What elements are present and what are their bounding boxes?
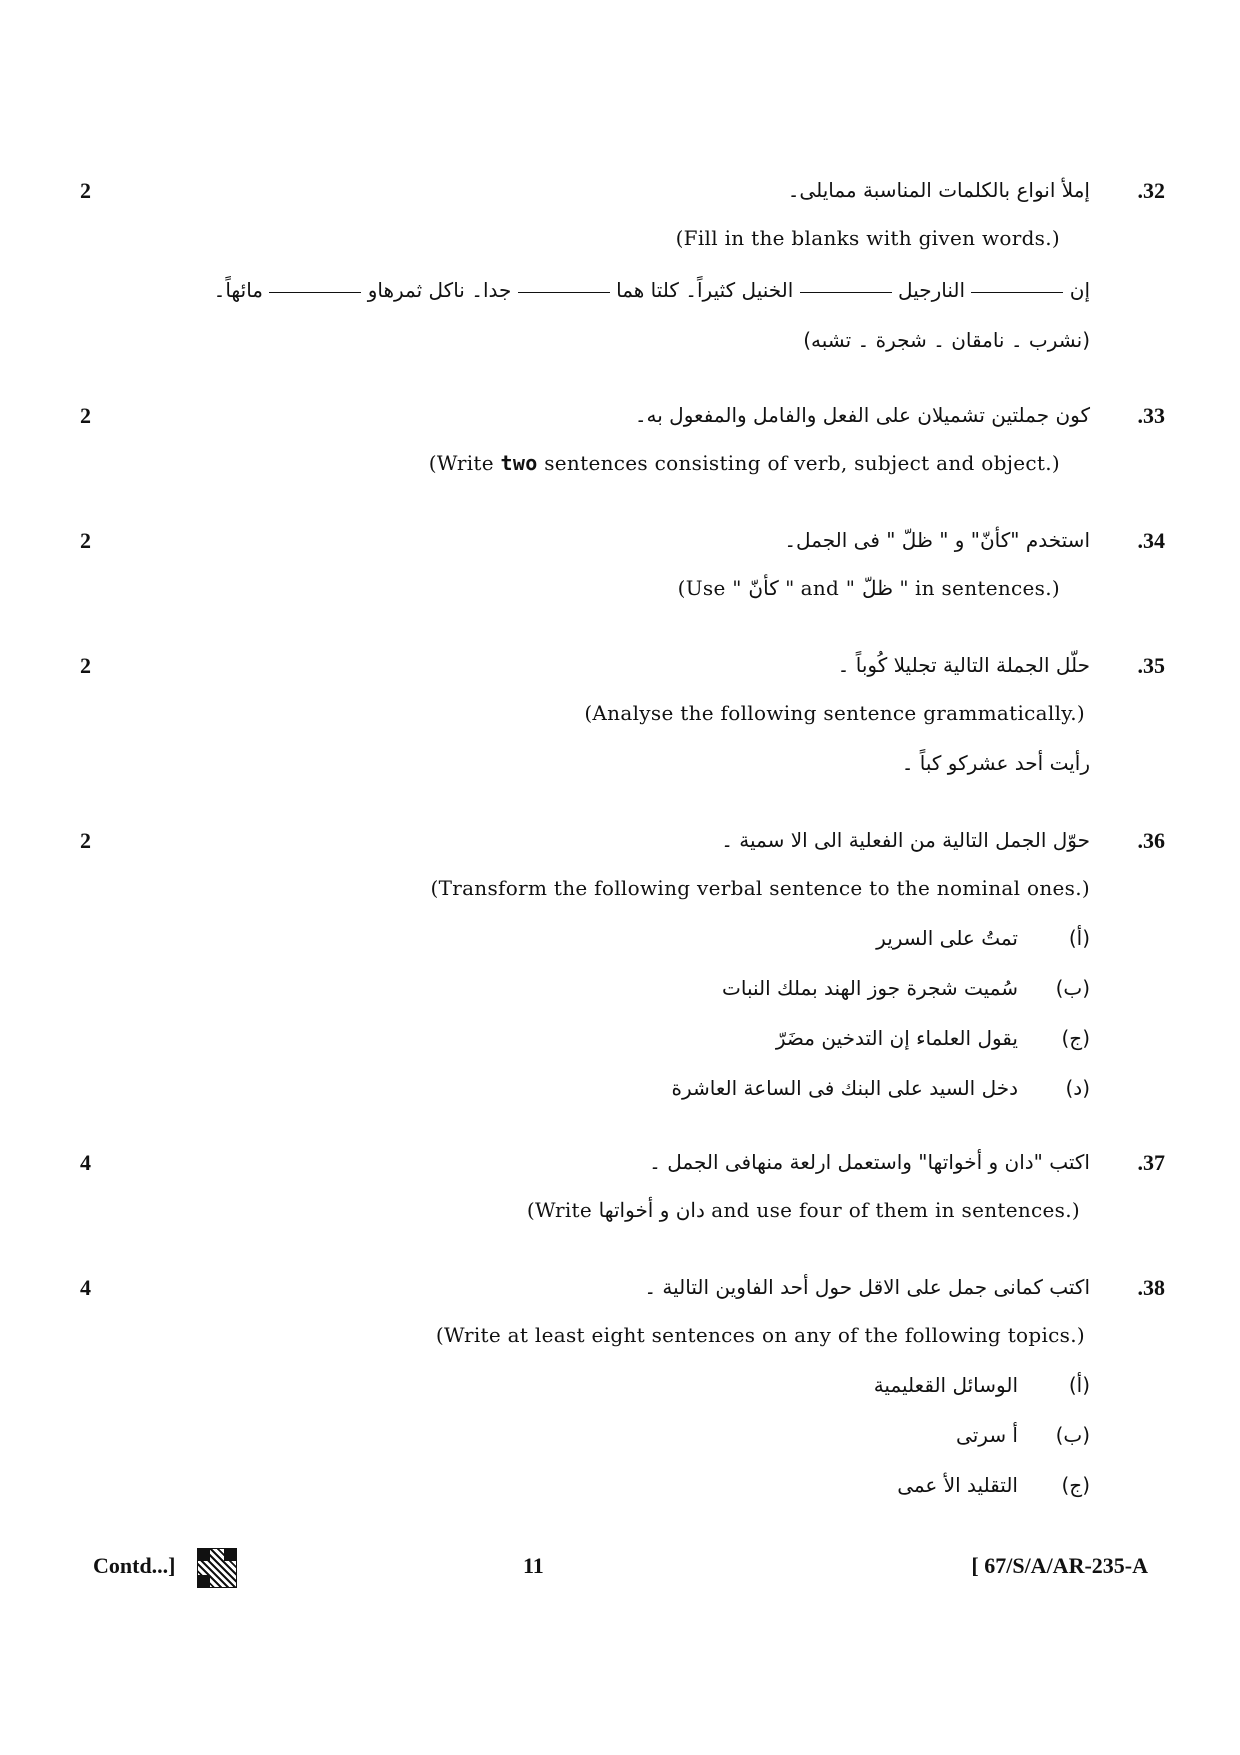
option-label: (ب) <box>1055 1423 1090 1447</box>
option-label: (أ) <box>1068 926 1090 950</box>
question-arabic-text: إملأ انواع بالكلمات المناسبة ممايلى۔ <box>787 178 1090 202</box>
question-number: .32 <box>1137 178 1165 203</box>
blank-line <box>269 291 361 293</box>
fill-in-blanks-line <box>214 278 1090 302</box>
option-text: التقليد الأ عمى <box>897 1473 1018 1497</box>
fill-part: الخنيل كثيراً۔ كلتا هما <box>616 278 794 302</box>
fill-part: مائهاً۔ <box>213 278 263 302</box>
question-marks: 2 <box>80 653 91 678</box>
question-arabic-text: حوّل الجمل التالية من الفعلية الى الا سمية ۔ <box>721 828 1090 852</box>
option-label: (ج) <box>1061 1473 1090 1497</box>
contd-label: Contd...] <box>93 1553 176 1578</box>
option-item <box>722 976 1090 1000</box>
qr-code-icon <box>197 1548 237 1588</box>
option-label: (ب) <box>1055 976 1090 1000</box>
option-item <box>956 1423 1090 1447</box>
fill-part: جدا۔ ناكل ثمرهاو <box>367 278 512 302</box>
question-marks: 4 <box>80 1275 91 1300</box>
option-text: الوسائل القعليمية <box>873 1373 1018 1397</box>
option-item <box>897 1473 1090 1497</box>
question-english-text: (Write at least eight sentences on any of the following topics.) <box>435 1323 1085 1347</box>
question-english-text: (Write دان و أخواتها and use four of them in sentences.) <box>526 1198 1080 1222</box>
question-english-text: (Use " كأنّ " and " ظلّ " in sentences.) <box>677 576 1060 600</box>
paper-code: [ 67/S/A/AR-235-A <box>971 1553 1148 1578</box>
blank-line <box>971 291 1063 293</box>
option-text: دخل السيد على البنك فى الساعة العاشرة <box>671 1076 1018 1100</box>
question-number: .37 <box>1137 1150 1165 1175</box>
page-number: 11 <box>523 1553 544 1578</box>
fill-part: إن <box>1069 278 1090 302</box>
question-arabic-text: حلّل الجملة التالية تجليلا كُوباً ۔ <box>837 653 1090 677</box>
english-text-part: (Write <box>428 451 501 475</box>
question-number: .35 <box>1137 653 1165 678</box>
question-english-text: (Transform the following verbal sentence to the nominal ones.) <box>430 876 1090 900</box>
question-number: .33 <box>1137 403 1165 428</box>
question-number: .36 <box>1137 828 1165 853</box>
fill-part: النارجيل <box>898 278 966 302</box>
word-choices: (نشرب ۔ نامقان ۔ شجرة ۔ تشبه) <box>803 328 1090 352</box>
question-marks: 2 <box>80 828 91 853</box>
question-marks: 2 <box>80 403 91 428</box>
option-text: أ سرتى <box>956 1423 1018 1447</box>
sentence-to-analyse: رأيت أحد عشركو كباً ۔ <box>901 751 1090 775</box>
option-label: (ج) <box>1061 1026 1090 1050</box>
option-item <box>876 926 1090 950</box>
question-marks: 4 <box>80 1150 91 1175</box>
question-english-text: (Fill in the blanks with given words.) <box>675 226 1060 250</box>
question-number: .38 <box>1137 1275 1165 1300</box>
question-arabic-text: اكتب "دان و أخواتها" واستعمل ارلعة منهافى الجمل ۔ <box>649 1150 1090 1174</box>
english-bold-word: two <box>500 451 538 475</box>
option-label: (د) <box>1065 1076 1090 1100</box>
option-text: يقول العلماء إن التدخين مضَرّ <box>775 1026 1018 1050</box>
question-number: .34 <box>1137 528 1165 553</box>
question-arabic-text: اكتب كمانى جمل على الاقل حول أحد الفاوين التالية ۔ <box>644 1275 1090 1299</box>
question-english-text: (Analyse the following sentence grammatically.) <box>584 701 1085 725</box>
option-label: (أ) <box>1068 1373 1090 1397</box>
question-arabic-text: استخدم "كأنّ" و " ظلّ " فى الجمل۔ <box>784 528 1090 552</box>
option-text: سُميت شجرة جوز الهند بملك النبات <box>722 976 1018 1000</box>
option-text: تمتُ على السرير <box>876 926 1018 950</box>
blank-line <box>800 291 892 293</box>
question-english-text <box>429 451 1060 475</box>
english-text-part: sentences consisting of verb, subject and object.) <box>537 451 1060 475</box>
question-arabic-text: كون جملتين تشميلان على الفعل والفامل والمفعول به۔ <box>634 403 1090 427</box>
option-item <box>874 1373 1090 1397</box>
question-marks: 2 <box>80 528 91 553</box>
option-item <box>671 1076 1090 1100</box>
blank-line <box>518 291 610 293</box>
option-item <box>776 1026 1090 1050</box>
question-marks: 2 <box>80 178 91 203</box>
